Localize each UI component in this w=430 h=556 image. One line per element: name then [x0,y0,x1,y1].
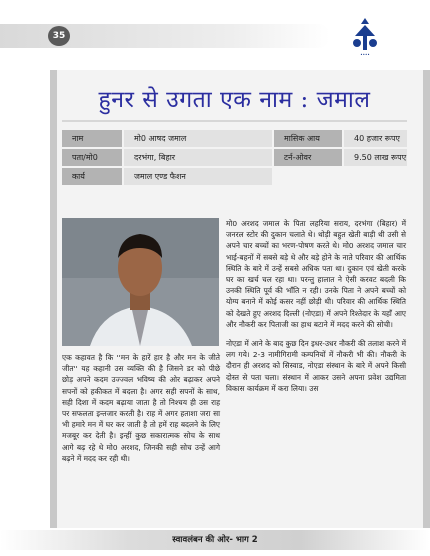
info-label: नाम [62,130,122,147]
right-article-text [226,218,406,394]
info-label: टर्न-ओवर [274,149,342,166]
info-value: मो0 आषद जमाल [124,130,272,147]
info-row [62,168,272,185]
info-value: 9.50 लाख रूपए [344,149,407,166]
info-value: जमाल एण्ड फैशन [124,168,272,185]
footer-text: स्वावलंबन की ओर- भाग 2 [172,535,258,545]
info-row [62,149,407,166]
info-label: मासिक आय [274,130,342,147]
organization-logo-icon [348,16,382,56]
page-title: हुनर से उगता एक नाम : जमाल [62,80,407,122]
page-number: 35 [48,26,70,46]
portrait-photo [62,218,219,346]
left-article-text [62,352,220,464]
info-label: पता/मो0 [62,149,122,166]
info-row [62,130,407,147]
paragraph: नोएडा में आने के बाद कुछ दिन इधर-उधर नौकरी की तलाश करने में लग गये। 2-3 नामीगिरामी कम्पनियों में नौकरी भी की। नौकरी के दौरान ही अरशद को सिस्वाड, नोएडा संस्थान के बारे में अपने किसी दोस्त से पता चला। संस्थान में आकर उसने अपना प्रवेश उद्यमिता विकास कार्यक्रम में करा लिया। उस [226,339,406,393]
paragraph: एक कहावत है कि ''मन के हारें हार है और मन के जीते जीत'' यह कहानी उस व्यक्ति की है जिसने डर को पीछे छोड़ अपने कदम उज्ज्वल भविष्य की ओर बढ़ाकर अपने सपनों को हकीकत में बदला है। अगर सही सपनों के साथ, सही दिशा में कदम बढ़ाया जाता है तो निश्चय ही उस राह पर सफलता इन्तजार करती है। राह में अगर हताशा जरा सा भी हमारे मन में घर कर जाती है तो हमें राह बदलने के लिए मजबूर कर देती है। इन्हीं कुछ सकारात्मक सोच के साथ आगे बढ़ रहे थे मो0 अरशद, जिनकी सही सोच उन्हें आगे बढ़ने में मदद कर रही थी। [62,353,220,463]
logo-caption: •••• [360,52,370,57]
info-label: कार्य [62,168,122,185]
paragraph: मो0 अरशद जमाल के पिता लहरिया सराय, दरभंगा (बिहार) में जनरल स्टोर की दुकान चलाते थे। थोड़ी बहुत खेती बाड़ी थी उसी से अपने चार बच्चों का भरण-पोषण करते थे। मो0 अरशद जमाल चार भाई-बहनों में सबसे बड़े थे और बड़े होने के नाते परिवार की आर्थिक स्थिति के बारे में उन्हें सबसे अधिक पता था। दुकान एवं खेती करके घर का खर्च चल रहा था। परन्तु हालात ने ऐसी करवट बदली कि उनकी स्थिति पूर्व की भाँति न रही। उनके पिता ने अपने बच्चों को योग्य बनाने में कोई कसर नहीं छोड़ी थी। परिवार की आर्थिक स्थिति को देखते हुए अरशद दिल्ली (नोएडा) में अपने रिश्तेदार के यहाँ आए और नौकरी कर पिताजी का हाथ बटाने में मदद करने की सोची। [226,219,406,329]
info-value: 40 हजार रूपए [344,130,407,147]
info-value: दरभंगा, बिहार [124,149,272,166]
